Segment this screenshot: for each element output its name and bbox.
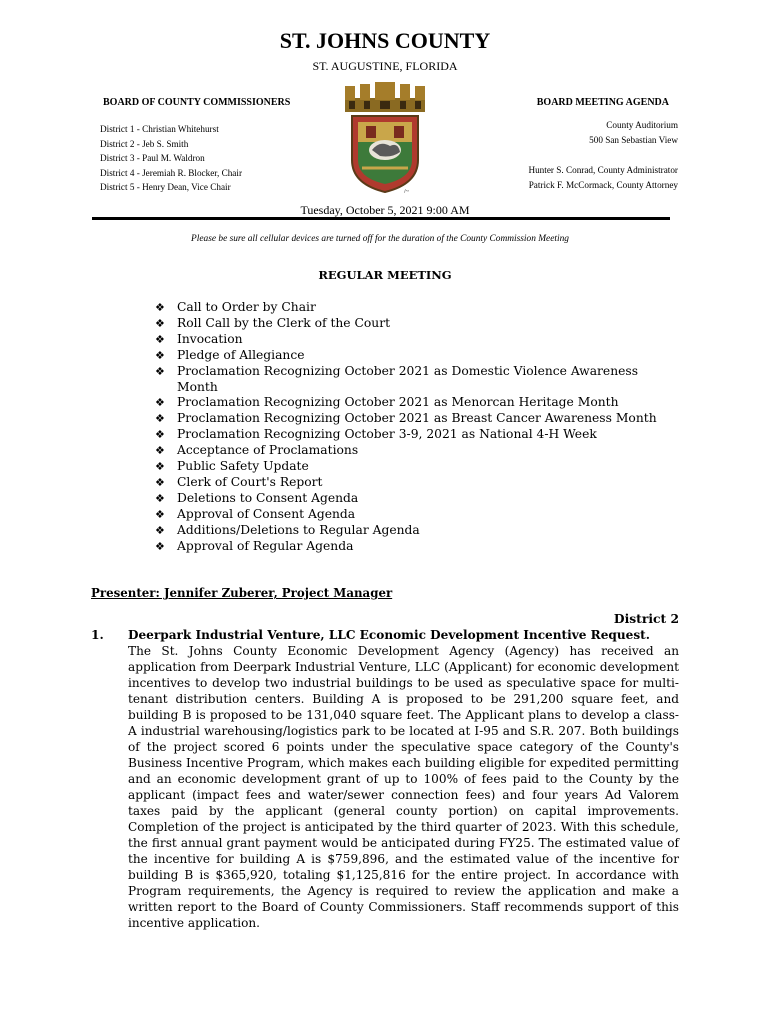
district-line: District 2 - Jeb S. Smith <box>100 138 189 149</box>
district-line: District 3 - Paul M. Waldron <box>100 153 205 164</box>
list-item-text: Invocation <box>177 331 243 346</box>
shield-icon <box>352 116 418 192</box>
list-item-text: Pledge of Allegiance <box>177 347 305 362</box>
list-item <box>155 395 675 411</box>
list-item <box>155 523 675 539</box>
cellphone-notice: Please be sure all cellular devices are turned off for the duration of the County Commission Meeting <box>191 234 569 244</box>
agenda-label: BOARD MEETING AGENDA <box>536 97 669 108</box>
list-item-text: Public Safety Update <box>177 459 309 474</box>
list-item <box>155 539 675 555</box>
diamond-bullet-icon: ❖ <box>155 539 165 553</box>
diamond-bullet-icon: ❖ <box>155 507 165 521</box>
official-line: Patrick F. McCormack, County Attorney <box>528 179 678 190</box>
list-item <box>155 475 675 491</box>
meeting-datetime: Tuesday, October 5, 2021 9:00 AM <box>300 203 470 217</box>
diamond-bullet-icon: ❖ <box>155 491 165 505</box>
list-item <box>155 332 675 348</box>
item-title: Deerpark Industrial Venture, LLC Economic Development Incentive Request. <box>128 628 650 642</box>
county-title: ST. JOHNS COUNTY <box>279 28 491 53</box>
list-item-text: Proclamation Recognizing October 2021 as Menorcan Heritage Month <box>177 395 619 410</box>
list-item <box>155 411 675 427</box>
presenter-line: Presenter: Jennifer Zuberer, Project Manager <box>91 586 393 600</box>
item-body: The St. Johns County Economic Development Agency (Agency) has received an application from Deerpark Industrial Venture, LLC (Applicant) for economic development incentives to develop two industrial buildings to be used as speculative space for multi-tenant distribution centers. Building A is proposed to be 291,200 square feet, and building B is proposed to be 131,040 square feet. The Applicant plans to develop a class-A industrial warehousing/logistics park to be located at I-95 and S.R. 207. Both buildings of the project scored 6 points under the speculative space category of the County's Business Incentive Program, which makes each building eligible for expedited permitting and an economic development grant of up to 100% of fees paid to the County by the applicant (impact fees and water/sewer connection fees) and four years Ad Valorem taxes paid by the applicant (general county portion) on capital improvements. Completion of the project is anticipated by the third quarter of 2023. With this schedule, the first annual grant payment would be anticipated during FY25. The estimated value of the incentive for building A is $759,896, and the estimated value of the incentive for building B is $365,920, totaling $1,125,816 for the entire project. In accordance with Program requirements, the Agency is required to review the application and make a written report to the Board of County Commissioners. Staff recommends support of this incentive application. <box>128 644 679 930</box>
city-subtitle: ST. AUGUSTINE, FLORIDA <box>312 59 458 73</box>
list-item <box>155 348 675 364</box>
list-item-text: Proclamation Recognizing October 3-9, 2021 as National 4-H Week <box>177 427 597 442</box>
list-item <box>155 427 675 443</box>
diamond-bullet-icon: ❖ <box>155 316 165 330</box>
list-item <box>155 443 675 459</box>
list-item-text: Approval of Consent Agenda <box>177 506 356 521</box>
item-district: District 2 <box>613 611 679 626</box>
diamond-bullet-icon: ❖ <box>155 364 165 378</box>
item-number: 1. <box>91 627 104 642</box>
location-line: County Auditorium <box>606 120 678 130</box>
list-item-text: Proclamation Recognizing October 2021 as Domestic Violence Awareness Month <box>177 363 639 394</box>
list-item-text: Deletions to Consent Agenda <box>177 490 359 505</box>
diamond-bullet-icon: ❖ <box>155 475 165 489</box>
diamond-bullet-icon: ❖ <box>155 523 165 537</box>
diamond-bullet-icon: ❖ <box>155 412 165 426</box>
board-label: BOARD OF COUNTY COMMISSIONERS <box>103 97 291 108</box>
agenda-item <box>128 627 679 931</box>
district-line: District 1 - Christian Whitehurst <box>100 124 219 134</box>
diamond-bullet-icon: ❖ <box>155 428 165 442</box>
list-item-text: Clerk of Court's Report <box>177 474 323 489</box>
list-item <box>155 364 675 396</box>
list-item <box>155 507 675 523</box>
list-item-text: Proclamation Recognizing October 2021 as Breast Cancer Awareness Month <box>177 411 657 426</box>
diamond-bullet-icon: ❖ <box>155 396 165 410</box>
county-seal-icon <box>340 80 430 195</box>
diamond-bullet-icon: ❖ <box>155 348 165 362</box>
seal-mark: /~ <box>404 189 409 195</box>
diamond-bullet-icon: ❖ <box>155 444 165 458</box>
list-item <box>155 459 675 475</box>
district-line: District 4 - Jeremiah R. Blocker, Chair <box>100 167 243 178</box>
list-item <box>155 300 675 316</box>
diamond-bullet-icon: ❖ <box>155 460 165 474</box>
list-item-text: Acceptance of Proclamations <box>177 443 359 458</box>
list-item <box>155 491 675 507</box>
list-item <box>155 316 675 332</box>
official-line: Hunter S. Conrad, County Administrator <box>528 165 678 175</box>
diamond-bullet-icon: ❖ <box>155 301 165 314</box>
diamond-bullet-icon: ❖ <box>155 332 165 346</box>
list-item-text: Call to Order by Chair <box>177 300 316 314</box>
crown-icon <box>345 82 425 112</box>
county-officials <box>528 163 678 192</box>
location-line: 500 San Sebastian View <box>589 134 678 145</box>
meeting-section-title: REGULAR MEETING <box>318 268 452 282</box>
district-line: District 5 - Henry Dean, Vice Chair <box>100 182 231 193</box>
agenda-list <box>155 300 675 555</box>
list-item-text: Approval of Regular Agenda <box>177 538 354 553</box>
header-divider <box>92 217 670 220</box>
list-item-text: Additions/Deletions to Regular Agenda <box>177 522 420 537</box>
meeting-location <box>589 118 678 147</box>
district-list <box>100 122 242 195</box>
list-item-text: Roll Call by the Clerk of the Court <box>177 315 391 330</box>
